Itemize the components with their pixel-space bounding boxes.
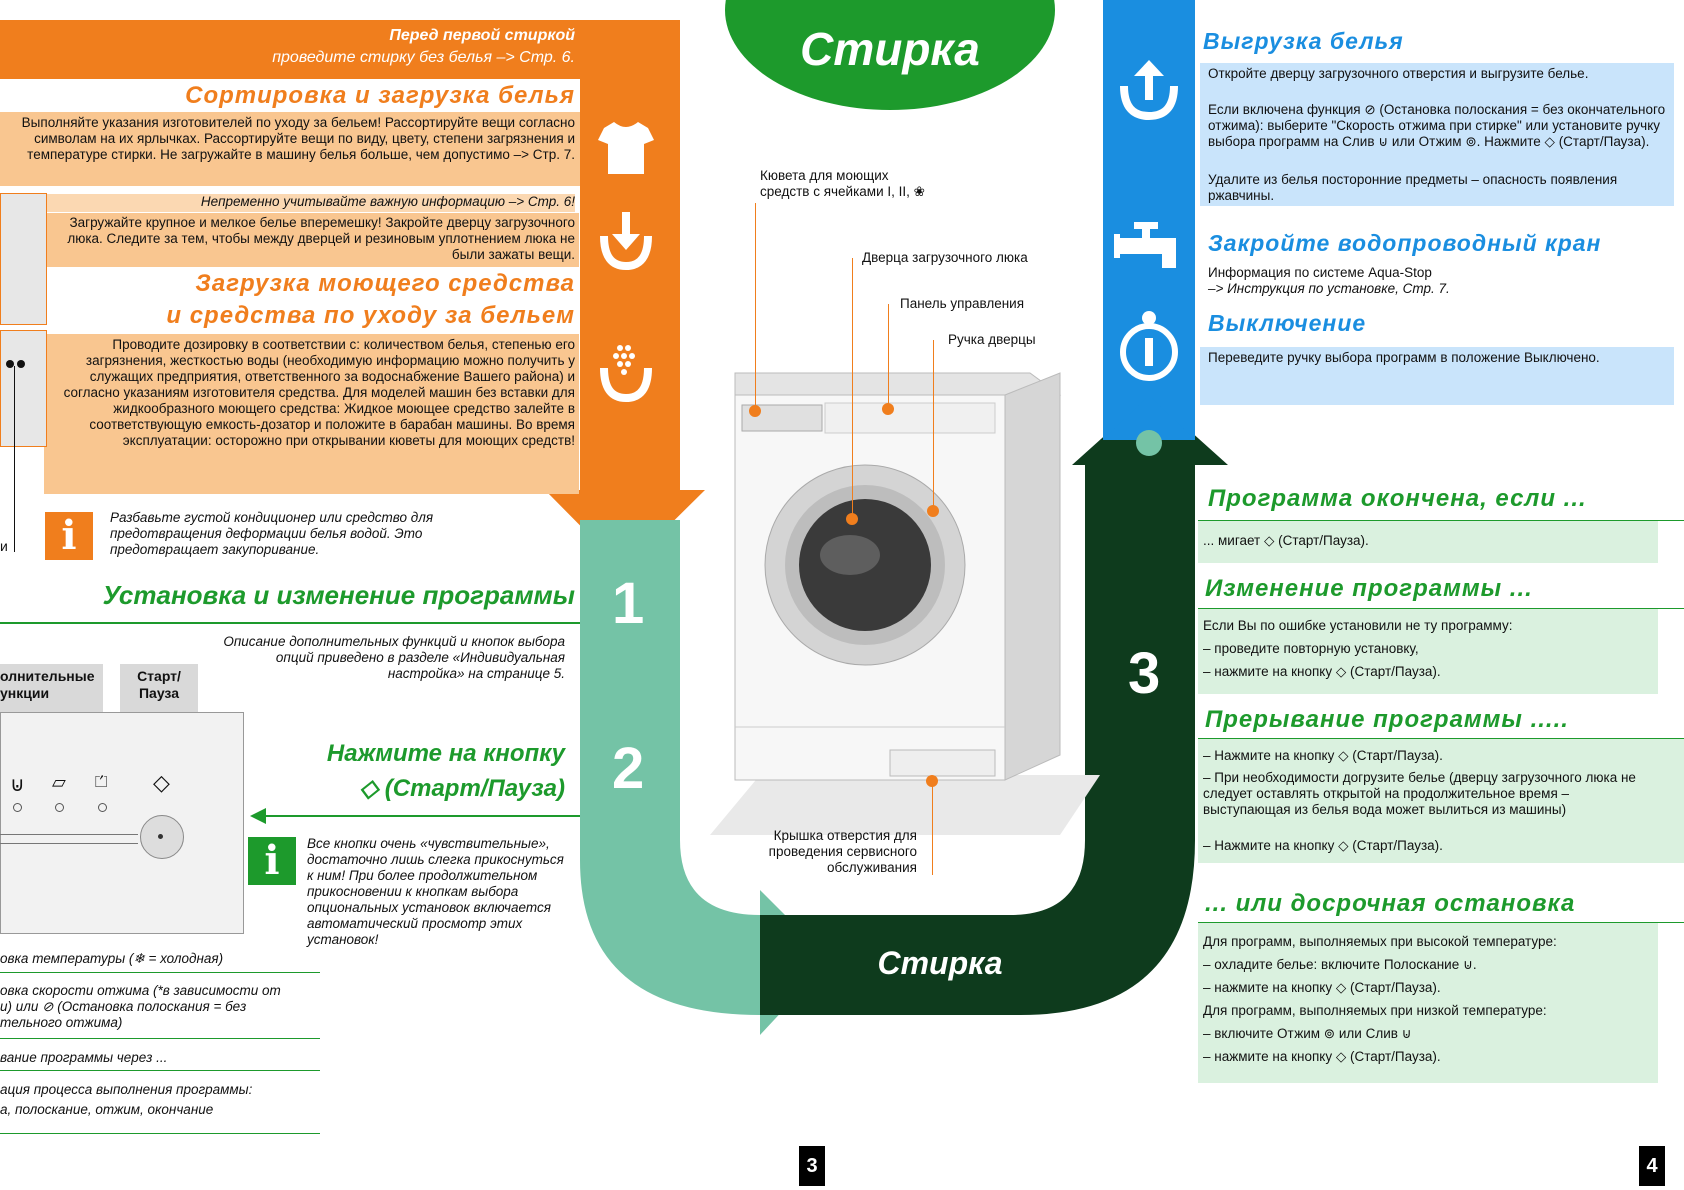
- info-note-2: Все кнопки очень «чувствительные», достаточно лишь слегка прикоснуться к ним! При более продолжительном прикосновении к кнопкам выбора опциональных установок включается автоматический просмотр этих установок!: [307, 836, 564, 947]
- detergent-text: Проводите дозировку в соответствии с: количеством белья, степенью его загрязнения, жесткостью воды (необходимую информацию можно получить у служащих предприятия, ответственного за водоснабжение Вашего района) и согласно указаниям изготовителя средства. Для моделей машин без вставки для жидкообразного моющего средства: Жидкое моющее средство залейте в соответствующую емкость-дозатор и положите в барабан машины. Во время эксплуатации: осторожно при открывании кюветы для моющих средств!: [44, 334, 579, 494]
- callout-dot: [846, 513, 858, 525]
- tap-text-1: Информация по системе Aqua-Stop: [1208, 265, 1432, 280]
- rinse-icon: ⏍: [95, 774, 108, 791]
- finished-text: ... мигает ◇ (Старт/Пауза).: [1203, 533, 1369, 548]
- row-rule: [0, 1038, 320, 1039]
- unload-text-2: Если включена функция ⊘ (Остановка полоскания = без окончательного отжима): выберите "Скорость отжима при стирке" или установите ручку выбора программ на Слив ⊍ или Отжим ⊚. Нажмите ◇ (Старт/Пауза).: [1208, 102, 1666, 149]
- unload-up-icon: [1116, 56, 1182, 122]
- tap-title: Закройте водопроводный кран: [1208, 230, 1602, 256]
- stop-line-2: – охладите белье: включите Полоскание ⊍.: [1203, 957, 1477, 972]
- callout-dot: [749, 405, 761, 417]
- row-rule: [0, 1133, 320, 1134]
- options-tab: олнительные ункции: [0, 664, 103, 712]
- unload-text-3: Удалите из белья посторонние предметы – опасность появления ржавчины.: [1208, 172, 1618, 203]
- change-li-2: – нажмите на кнопку ◇ (Старт/Пауза).: [1203, 664, 1441, 679]
- page-number-4: 4: [1639, 1146, 1665, 1186]
- detergent-title-1: Загрузка моющего средства: [195, 270, 575, 297]
- tap-text-2: –> Инструкция по установке, Стр. 7.: [1208, 281, 1450, 296]
- label-dispenser: Кювета для моющих средств с ячейками I, II, ❀: [760, 168, 925, 199]
- wash-title-top: Стирка: [800, 23, 980, 75]
- start-pause-tab: Старт/ Пауза: [120, 664, 198, 712]
- info-icon: i: [45, 512, 93, 560]
- row-spin: овка скорости отжима (*в зависимости от и) или ⊘ (Остановка полоскания = без тельного отжима): [0, 983, 281, 1030]
- info-off-icon: [1116, 308, 1182, 384]
- load-down-icon: [596, 210, 656, 272]
- press-arrow-head: [250, 808, 266, 824]
- label-service: Крышка отверстия для проведения сервисного обслуживания: [768, 828, 917, 875]
- dispenser-dot: [17, 360, 25, 368]
- load-text: Загружайте крупное и мелкое белье вперемешку! Закройте дверцу загрузочного люка. Следите за тем, чтобы между дверцей и резиновым уплотнением люка не были зажаты вещи.: [37, 213, 579, 267]
- callout-line: [932, 780, 933, 875]
- press-arrow-line: [262, 815, 580, 817]
- label-door: Дверца загрузочного люка: [862, 250, 1028, 265]
- spin-icon: ▱: [52, 772, 66, 792]
- change-text: Если Вы по ошибке установили не ту программу:: [1203, 618, 1513, 633]
- dispenser-dot: [6, 360, 14, 368]
- edge-letter: и: [0, 538, 8, 554]
- info-note-1: Разбавьте густой кондиционер или средство для предотвращения деформации белья водой. Это предотвращает закупоривание.: [110, 510, 434, 557]
- start-pause-button-dot: [158, 834, 163, 839]
- off-title: Выключение: [1208, 310, 1367, 336]
- callout-line: [852, 258, 853, 520]
- drum-illustration: [0, 193, 47, 325]
- indicator-led: [55, 803, 64, 812]
- before-first-wash-title: Перед первой стиркой: [389, 27, 575, 44]
- drain-icon: ⊍: [10, 774, 25, 796]
- stop-line-1: Для программ, выполняемых при высокой температуре:: [1203, 934, 1557, 949]
- water-tap-icon: [1112, 218, 1184, 274]
- callout-dot: [882, 403, 894, 415]
- interrupt-li-3: – Нажмите на кнопку ◇ (Старт/Пауза).: [1203, 838, 1443, 853]
- sort-text: Выполняйте указания изготовителей по уходу за бельем! Рассортируйте вещи согласно символам на их ярлычках. Рассортируйте вещи по виду, цвету, степени загрязнения и температуре стирки. Не загружайте в машину белья больше, чем допустимо –> Стр. 7.: [0, 112, 580, 186]
- row-indicate: ация процесса выполнения программы:: [0, 1082, 253, 1097]
- callout-line: [933, 340, 934, 510]
- dispenser-illustration: [0, 330, 47, 447]
- wash-title-bottom: Стирка: [877, 945, 1003, 981]
- press-title-2: ◇ (Старт/Пауза): [359, 775, 565, 802]
- label-panel: Панель управления: [900, 296, 1025, 311]
- row-rule: [0, 1070, 320, 1071]
- start-pause-icon: ◇: [153, 770, 170, 795]
- interrupt-li-2: – При необходимости догрузите белье (дверцу загрузочного люка не следует оставлять открытой на продолжительное время – выступающая из белья вода может вылиться из машины): [1203, 770, 1636, 817]
- info-icon: i: [248, 837, 296, 885]
- washing-machine-illustration: [700, 355, 1100, 835]
- row-stages: а, полоскание, отжим, окончание: [0, 1102, 214, 1117]
- off-text: Переведите ручку выбора программ в положение Выключено.: [1208, 350, 1600, 365]
- page-number-3: 3: [799, 1146, 825, 1186]
- green-dot: [1136, 430, 1162, 456]
- change-title: Изменение программы ...: [1205, 575, 1533, 602]
- interrupt-li-1: – Нажмите на кнопку ◇ (Старт/Пауза).: [1203, 748, 1443, 763]
- stop-line-3: – нажмите на кнопку ◇ (Старт/Пауза).: [1203, 980, 1441, 995]
- unload-text-1: Откройте дверцу загрузочного отверстия и выгрузите белье.: [1208, 66, 1589, 81]
- sort-title: Сортировка и загрузка белья: [185, 82, 575, 109]
- stop-title: ... или досрочная остановка: [1205, 890, 1576, 917]
- row-delay: вание программы через ...: [0, 1050, 168, 1065]
- step-number-1: 1: [612, 571, 645, 636]
- important-note: Непременно учитывайте важную информацию –> Стр. 6!: [37, 194, 575, 212]
- press-title-1: Нажмите на кнопку: [326, 740, 565, 767]
- detergent-title-2: и средства по уходу за бельем: [166, 302, 575, 329]
- setup-rule: [0, 622, 580, 624]
- step-number-2: 2: [612, 736, 645, 801]
- stop-line-5: – включите Отжим ⊚ или Слив ⊍: [1203, 1026, 1412, 1041]
- callout-dot: [926, 775, 938, 787]
- change-li-1: – проведите повторную установку,: [1203, 641, 1419, 656]
- finished-title: Программа окончена, если ...: [1208, 485, 1587, 512]
- label-handle: Ручка дверцы: [948, 332, 1036, 347]
- indicator-led: [98, 803, 107, 812]
- before-first-wash-text: проведите стирку без белья –> Стр. 6.: [272, 49, 575, 66]
- interrupt-title: Прерывание программы .....: [1205, 706, 1569, 733]
- indicator-led: [13, 803, 22, 812]
- setup-title: Установка и изменение программы: [102, 580, 575, 610]
- shirt-icon: [596, 118, 656, 178]
- unload-title: Выгрузка белья: [1203, 28, 1404, 54]
- callout-line: [888, 304, 889, 408]
- callout-dot: [927, 505, 939, 517]
- control-panel-closeup: [0, 712, 244, 934]
- stop-line-4: Для программ, выполняемых при низкой температуре:: [1203, 1003, 1547, 1018]
- stop-line-6: – нажмите на кнопку ◇ (Старт/Пауза).: [1203, 1049, 1441, 1064]
- callout-line: [755, 203, 756, 410]
- step-number-3: 3: [1128, 641, 1161, 706]
- row-temperature: овка температуры (❄ = холодная): [0, 951, 224, 966]
- option-button-strip[interactable]: [0, 834, 138, 844]
- row-rule: [0, 972, 320, 973]
- setup-desc: Описание дополнительных функций и кнопок выбора опций приведено в разделе «Индивидуальная настройка» на странице 5.: [223, 634, 565, 681]
- detergent-icon: [596, 342, 656, 404]
- dispenser-pointer-line: [14, 366, 15, 552]
